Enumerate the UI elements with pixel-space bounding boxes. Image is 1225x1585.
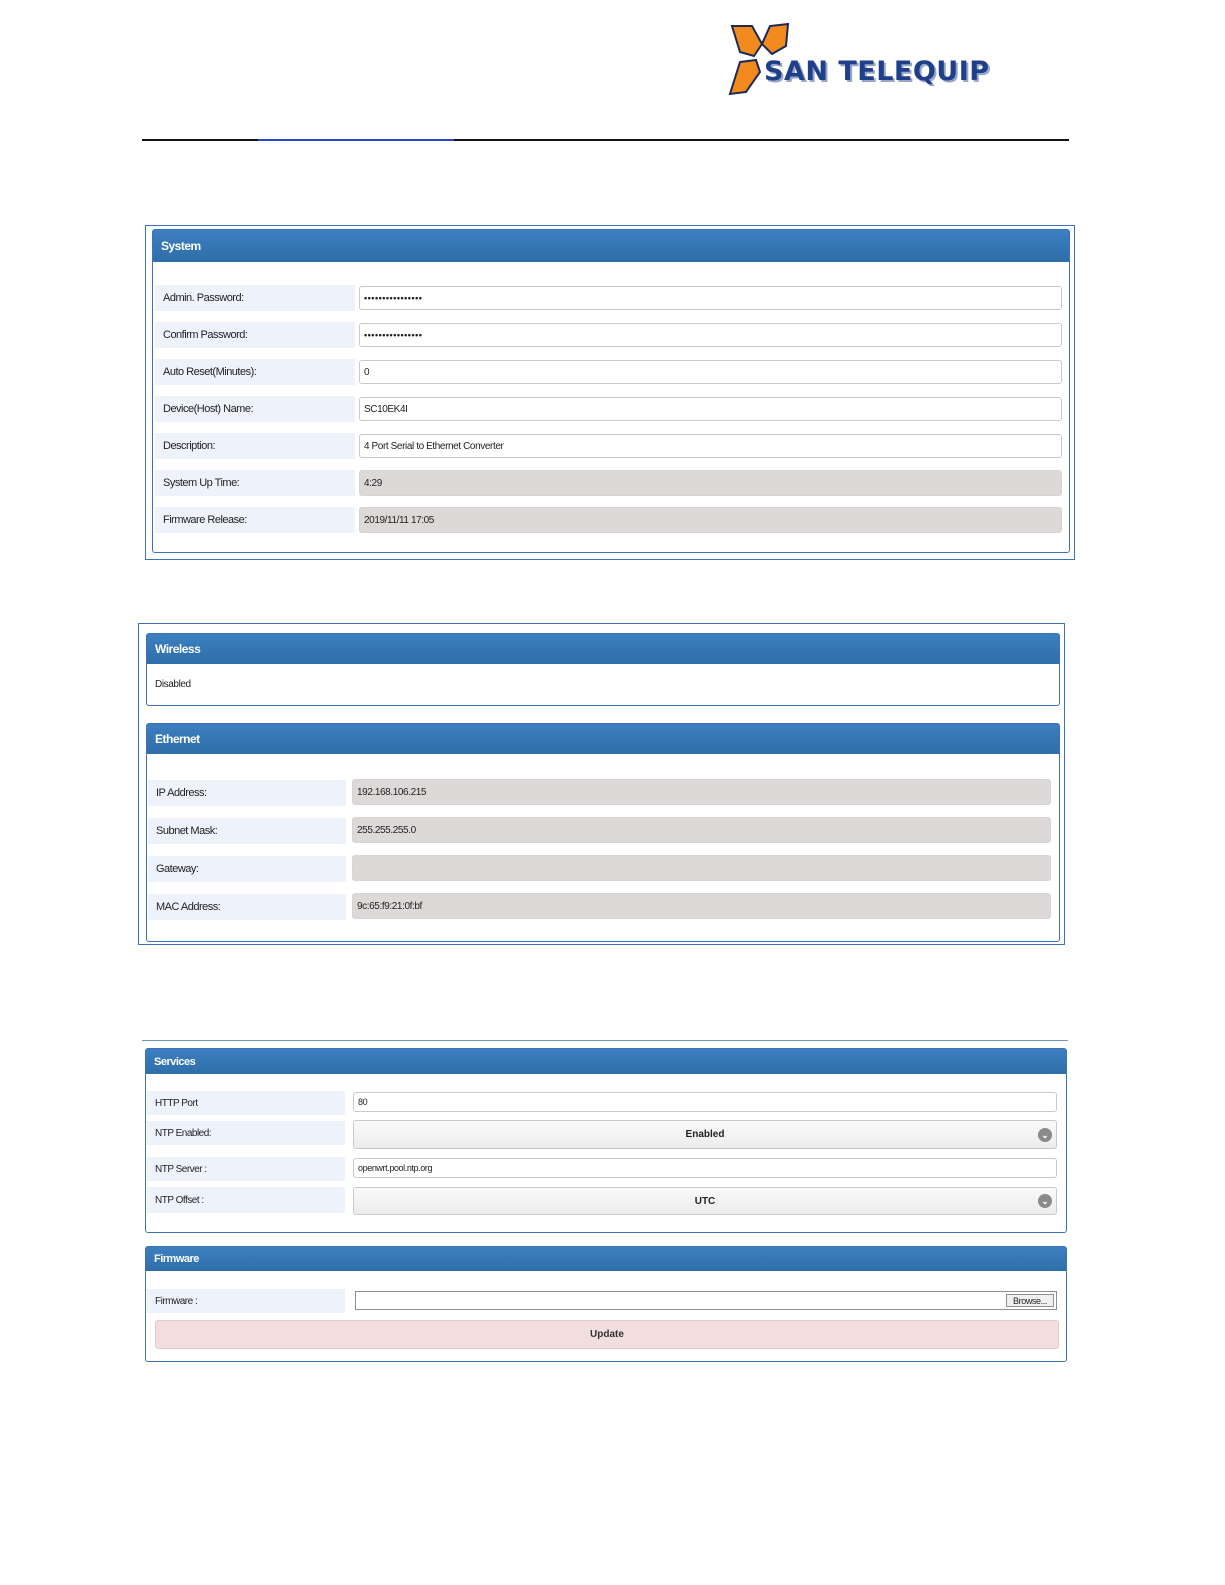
description-field[interactable]: 4 Port Serial to Ethernet Converter: [359, 434, 1062, 458]
panel-title-ethernet: Ethernet: [147, 724, 1059, 754]
description-label: Description:: [155, 433, 355, 459]
ip-address-value: 192.168.106.215: [352, 779, 1051, 805]
ntp-enabled-label: NTP Enabled:: [147, 1121, 345, 1145]
header-divider-accent: [258, 139, 454, 141]
firmware-file-input[interactable]: [355, 1291, 1057, 1310]
mac-address-label: MAC Address:: [148, 894, 346, 920]
confirm-password-field[interactable]: ••••••••••••••••: [359, 323, 1062, 347]
ntp-offset-select[interactable]: [353, 1187, 1057, 1215]
ip-address-label: IP Address:: [148, 780, 346, 806]
admin-password-field[interactable]: ••••••••••••••••: [359, 286, 1062, 310]
network-frame: [138, 623, 1065, 945]
system-frame: [145, 225, 1075, 560]
panel-title-services: Services: [146, 1049, 1066, 1074]
chevron-down-icon: ⌄: [1038, 1194, 1052, 1208]
wireless-status: Disabled: [155, 679, 191, 690]
ethernet-panel: [146, 723, 1060, 942]
ntp-enabled-value: Enabled: [685, 1129, 725, 1140]
ntp-server-field[interactable]: openwrt.pool.ntp.org: [353, 1158, 1057, 1178]
panel-title-system: System: [153, 230, 1069, 262]
gateway-value: [352, 855, 1051, 881]
gateway-label: Gateway:: [148, 856, 346, 882]
auto-reset-label: Auto Reset(Minutes):: [155, 359, 355, 385]
browse-button[interactable]: Browse...: [1006, 1294, 1054, 1307]
subnet-mask-label: Subnet Mask:: [148, 818, 346, 844]
ntp-offset-label: NTP Offset :: [147, 1187, 345, 1213]
confirm-password-label: Confirm Password:: [155, 322, 355, 348]
uptime-value: 4:29: [359, 470, 1062, 496]
firmware-release-label: Firmware Release:: [155, 507, 355, 533]
mac-address-value: 9c:65:f9:21:0f:bf: [352, 893, 1051, 919]
services-panel: [145, 1048, 1067, 1233]
wireless-panel: [146, 633, 1060, 706]
chevron-down-icon: ⌄: [1038, 1128, 1052, 1142]
ntp-server-label: NTP Server :: [147, 1157, 345, 1181]
ntp-offset-value: UTC: [694, 1195, 716, 1207]
update-button[interactable]: Update: [155, 1320, 1059, 1349]
device-name-label: Device(Host) Name:: [155, 396, 355, 422]
firmware-release-value: 2019/11/11 17:05: [359, 507, 1062, 533]
ntp-enabled-select[interactable]: [353, 1120, 1057, 1149]
services-frame-line: [142, 1040, 1068, 1041]
panel-title-wireless: Wireless: [147, 634, 1059, 664]
system-panel: [152, 229, 1070, 553]
subnet-mask-value: 255.255.255.0: [352, 817, 1051, 843]
http-port-label: HTTP Port: [147, 1091, 345, 1115]
firmware-panel: [145, 1246, 1067, 1362]
firmware-file-label: Firmware :: [147, 1289, 345, 1313]
admin-password-label: Admin. Password:: [155, 285, 355, 311]
http-port-field[interactable]: 80: [353, 1092, 1057, 1112]
device-name-field[interactable]: SC10EK4I: [359, 397, 1062, 421]
uptime-label: System Up Time:: [155, 470, 355, 496]
panel-title-firmware: Firmware: [146, 1247, 1066, 1271]
auto-reset-field[interactable]: 0: [359, 360, 1062, 384]
brand-name: SAN TELEQUIP: [764, 56, 990, 87]
